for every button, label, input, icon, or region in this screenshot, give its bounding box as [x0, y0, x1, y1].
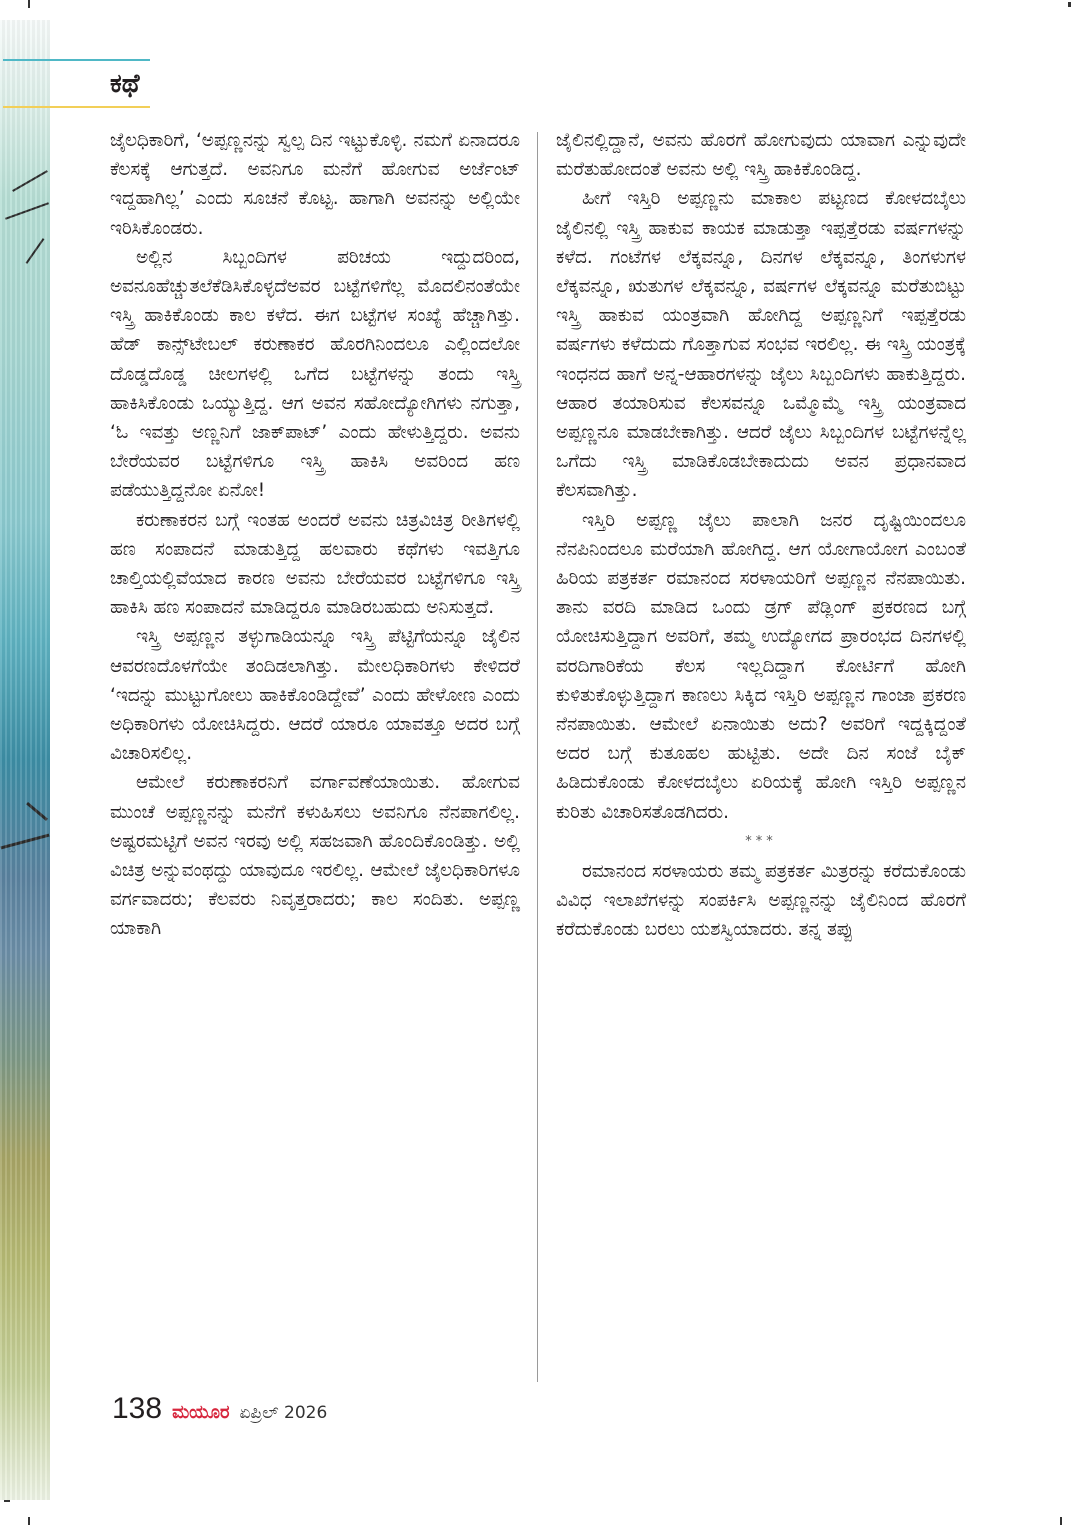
- decorative-branch: [5, 202, 49, 220]
- paragraph: ಇಸ್ತ್ರಿ ಅಪ್ಪಣ್ಣನ ತಳ್ಳುಗಾಡಿಯನ್ನೂ ಇಸ್ತ್ರಿ ಪೆಟ್ಟಿಗೆಯನ್ನೂ ಜೈಲಿನ ಆವರಣದೊಳಗೆಯೇ ತಂದಿಡಲಾಗಿತ್ತು. ಮೇಲಧಿಕಾರಿಗಳು ಕೇಳಿದರೆ ‘ಇದನ್ನು ಮುಟ್ಟುಗೋಲು ಹಾಕಿಕೊಂಡಿದ್ದೇವೆ’ ಎಂದು ಹೇಳೋಣ ಎಂದು ಅಧಿಕಾರಿಗಳು ಯೋಚಿಸಿದ್ದರು. ಆದರೆ ಯಾರೂ ಯಾವತ್ತೂ ಅದರ ಬಗ್ಗೆ ವಿಚಾರಿಸಲಿಲ್ಲ.: [110, 626, 520, 765]
- decorative-branch: [26, 238, 45, 264]
- crop-mark: [1068, 2, 1071, 7]
- right-column: [556, 126, 966, 944]
- header-bottom-rule: [3, 106, 150, 108]
- issue-date: ಏಪ್ರಿಲ್ 2026: [239, 1403, 328, 1423]
- paragraph: ಇಸ್ತಿರಿ ಅಪ್ಪಣ್ಣ ಜೈಲು ಪಾಲಾಗಿ ಜನರ ದೃಷ್ಟಿಯಿಂದಲೂ ನೆನಪಿನಿಂದಲೂ ಮರೆಯಾಗಿ ಹೋಗಿದ್ದ. ಆಗ ಯೋಗಾಯೋಗ ಎಂಬಂತೆ ಹಿರಿಯ ಪತ್ರಕರ್ತ ರಮಾನಂದ ಸರಳಾಯರಿಗೆ ಅಪ್ಪಣ್ಣನ ನೆನಪಾಯಿತು. ತಾನು ವರದಿ ಮಾಡಿದ ಒಂದು ಡ್ರಗ್ ಪೆಡ್ಲಿಂಗ್ ಪ್ರಕರಣದ ಬಗ್ಗೆ ಯೋಚಿಸುತ್ತಿದ್ದಾಗ ಅವರಿಗೆ, ತಮ್ಮ ಉದ್ಯೋಗದ ಪ್ರಾರಂಭದ ದಿನಗಳಲ್ಲಿ ವರದಿಗಾರಿಕೆಯ ಕೆಲಸ ಇಲ್ಲದಿದ್ದಾಗ ಕೋರ್ಟಿಗೆ ಹೋಗಿ ಕುಳಿತುಕೊಳ್ಳುತ್ತಿದ್ದಾಗ ಕಾಣಲು ಸಿಕ್ಕಿದ ಇಸ್ತಿರಿ ಅಪ್ಪಣ್ಣನ ಗಾಂಜಾ ಪ್ರಕರಣ ನೆನಪಾಯಿತು. ಆಮೇಲೆ ಏನಾಯಿತು ಅದು? ಅವರಿಗೆ ಇದ್ದಕ್ಕಿದ್ದಂತೆ ಅದರ ಬಗ್ಗೆ ಕುತೂಹಲ ಹುಟ್ಟಿತು. ಅದೇ ದಿನ ಸಂಜೆ ಬೈಕ್ ಹಿಡಿದುಕೊಂಡು ಕೋಳದಬೈಲು ಏರಿಯಕ್ಕೆ ಹೋಗಿ ಇಸ್ತಿರಿ ಅಪ್ಪಣ್ಣನ ಕುರಿತು ವಿಚಾರಿಸತೊಡಗಿದರು.: [556, 509, 966, 823]
- decorative-art-strip: [0, 20, 50, 1500]
- page-footer: [112, 1392, 327, 1432]
- paragraph: ಅಲ್ಲಿನ ಸಿಬ್ಬಂದಿಗಳ ಪರಿಚಯ ಇದ್ದುದರಿಂದ, ಅವನೂಹೆಚ್ಚುತಲೆಕೆಡಿಸಿಕೊಳ್ಳದೆಅವರ ಬಟ್ಟೆಗಳಿಗೆಲ್ಲ ಮೊದಲಿನಂತೆಯೇ ಇಸ್ತ್ರಿ ಹಾಕಿಕೊಂಡು ಕಾಲ ಕಳೆದ. ಈಗ ಬಟ್ಟೆಗಳ ಸಂಖ್ಯೆ ಹೆಚ್ಚಾಗಿತ್ತು. ಹೆಡ್ ಕಾನ್ಸ್‌ಟೇಬಲ್ ಕರುಣಾಕರ ಹೊರಗಿನಿಂದಲೂ ಎಲ್ಲಿಂದಲೋ ದೊಡ್ಡದೊಡ್ಡ ಚೀಲಗಳಲ್ಲಿ ಒಗೆದ ಬಟ್ಟೆಗಳನ್ನು ತಂದು ಇಸ್ತ್ರಿ ಹಾಕಿಸಿಕೊಂಡು ಒಯ್ಯುತ್ತಿದ್ದ. ಆಗ ಅವನ ಸಹೋದ್ಯೋಗಿಗಳು ನಗುತ್ತಾ, ‘ಓ ಇವತ್ತು ಅಣ್ಣನಿಗೆ ಜಾಕ್‌ಪಾಟ್’ ಎಂದು ಹೇಳುತ್ತಿದ್ದರು. ಅವನು ಬೇರೆಯವರ ಬಟ್ಟೆಗಳಿಗೂ ಇಸ್ತ್ರಿ ಹಾಕಿಸಿ ಅವರಿಂದ ಹಣ ಪಡೆಯುತ್ತಿದ್ದನೋ ಏನೋ!: [110, 246, 520, 502]
- decorative-branch: [0, 834, 49, 850]
- magazine-logo: ಮಯೂರ: [172, 1402, 230, 1423]
- paragraph: ಕರುಣಾಕರನ ಬಗ್ಗೆ ಇಂತಹ ಅಂದರೆ ಅವನು ಚಿತ್ರವಿಚಿತ್ರ ರೀತಿಗಳಲ್ಲಿ ಹಣ ಸಂಪಾದನೆ ಮಾಡುತ್ತಿದ್ದ ಹಲವಾರು ಕಥೆಗಳು ಇವತ್ತಿಗೂ ಚಾಲ್ತಿಯಲ್ಲಿವೆಯಾದ ಕಾರಣ ಅವನು ಬೇರೆಯವರ ಬಟ್ಟೆಗಳಿಗೂ ಇಸ್ತ್ರಿ ಹಾಕಿಸಿ ಹಣ ಸಂಪಾದನೆ ಮಾಡಿದ್ದರೂ ಮಾಡಿರಬಹುದು ಅನಿಸುತ್ತದೆ.: [110, 509, 520, 619]
- paragraph: ಆಮೇಲೆ ಕರುಣಾಕರನಿಗೆ ವರ್ಗಾವಣೆಯಾಯಿತು. ಹೋಗುವ ಮುಂಚೆ ಅಪ್ಪಣ್ಣನನ್ನು ಮನೆಗೆ ಕಳುಹಿಸಲು ಅವನಿಗೂ ನೆನಪಾಗಲಿಲ್ಲ. ಅಷ್ಟರಮಟ್ಟಿಗೆ ಅವನ ಇರವು ಅಲ್ಲಿ ಸಹಜವಾಗಿ ಹೊಂದಿಕೊಂಡಿತ್ತು. ಅಲ್ಲಿ ವಿಚಿತ್ರ ಅನ್ನುವಂಥದ್ದು ಯಾವುದೂ ಇರಲಿಲ್ಲ. ಆಮೇಲೆ ಜೈಲಧಿಕಾರಿಗಳೂ ವರ್ಗವಾದರು; ಕೆಲವರು ನಿವೃತ್ತರಾದರು; ಕಾಲ ಸಂದಿತು. ಅಪ್ಪಣ್ಣ ಯಾಕಾಗಿ: [110, 772, 520, 940]
- left-column: [110, 126, 520, 944]
- decorative-branch: [26, 802, 48, 821]
- section-separator: ***: [745, 833, 777, 849]
- header-top-rule: [3, 59, 150, 61]
- crop-mark: [28, 0, 30, 8]
- page-number: 138: [112, 1392, 163, 1425]
- decorative-branch: [12, 170, 48, 192]
- paragraph: ಜೈಲಿನಲ್ಲಿದ್ದಾನೆ, ಅವನು ಹೊರಗೆ ಹೋಗುವುದು ಯಾವಾಗ ಎನ್ನುವುದೇ ಮರೆತುಹೋದಂತೆ ಅವನು ಅಲ್ಲಿ ಇಸ್ತ್ರಿ ಹಾಕಿಕೊಂಡಿದ್ದ.: [556, 130, 966, 181]
- crop-mark: [1060, 1517, 1062, 1525]
- column-divider: [537, 132, 538, 1382]
- paragraph: ಹೀಗೆ ಇಸ್ತಿರಿ ಅಪ್ಪಣ್ಣನು ಮಾಕಾಲ ಪಟ್ಟಣದ ಕೋಳದಬೈಲು ಜೈಲಿನಲ್ಲಿ ಇಸ್ತ್ರಿ ಹಾಕುವ ಕಾಯಕ ಮಾಡುತ್ತಾ ಇಪ್ಪತ್ತೆರಡು ವರ್ಷಗಳನ್ನು ಕಳೆದ. ಗಂಟೆಗಳ ಲೆಕ್ಕವನ್ನೂ, ದಿನಗಳ ಲೆಕ್ಕವನ್ನೂ, ತಿಂಗಳುಗಳ ಲೆಕ್ಕವನ್ನೂ, ಋತುಗಳ ಲೆಕ್ಕವನ್ನೂ, ವರ್ಷಗಳ ಲೆಕ್ಕವನ್ನೂ ಮರೆತುಬಿಟ್ಟು ಇಸ್ತ್ರಿ ಹಾಕುವ ಯಂತ್ರವಾಗಿ ಹೋಗಿದ್ದ ಅಪ್ಪಣ್ಣನಿಗೆ ಇಪ್ಪತ್ತೆರಡು ವರ್ಷಗಳು ಕಳೆದುದು ಗೊತ್ತಾಗುವ ಸಂಭವ ಇರಲಿಲ್ಲ. ಈ ಇಸ್ತ್ರಿ ಯಂತ್ರಕ್ಕೆ ಇಂಧನದ ಹಾಗೆ ಅನ್ನ-ಆಹಾರಗಳನ್ನು ಜೈಲು ಸಿಬ್ಬಂದಿಗಳು ಹಾಕುತ್ತಿದ್ದರು. ಆಹಾರ ತಯಾರಿಸುವ ಕೆಲಸವನ್ನೂ ಒಮ್ಮೊಮ್ಮೆ ಇಸ್ತ್ರಿ ಯಂತ್ರವಾದ ಅಪ್ಪಣ್ಣನೂ ಮಾಡಬೇಕಾಗಿತ್ತು. ಆದರೆ ಜೈಲು ಸಿಬ್ಬಂದಿಗಳ ಬಟ್ಟೆಗಳನ್ನೆಲ್ಲ ಒಗೆದು ಇಸ್ತ್ರಿ ಮಾಡಿಕೊಡಬೇಕಾದುದು ಅವನ ಪ್ರಧಾನವಾದ ಕೆಲಸವಾಗಿತ್ತು.: [556, 188, 966, 502]
- paragraph: ಜೈಲಧಿಕಾರಿಗೆ, ‘ಅಪ್ಪಣ್ಣನನ್ನು ಸ್ವಲ್ಪ ದಿನ ಇಟ್ಟುಕೊಳ್ಳಿ. ನಮಗೆ ಏನಾದರೂ ಕೆಲಸಕ್ಕೆ ಆಗುತ್ತದೆ. ಅವನಿಗೂ ಮನೆಗೆ ಹೋಗುವ ಅರ್ಜೆಂಟ್ ಇದ್ದಹಾಗಿಲ್ಲ’ ಎಂದು ಸೂಚನೆ ಕೊಟ್ಟ. ಹಾಗಾಗಿ ಅವನನ್ನು ಅಲ್ಲಿಯೇ ಇರಿಸಿಕೊಂಡರು.: [110, 130, 520, 239]
- paragraph: ರಮಾನಂದ ಸರಳಾಯರು ತಮ್ಮ ಪತ್ರಕರ್ತ ಮಿತ್ರರನ್ನು ಕರೆದುಕೊಂಡು ವಿವಿಧ ಇಲಾಖೆಗಳನ್ನು ಸಂಪರ್ಕಿಸಿ ಅಪ್ಪಣ್ಣನನ್ನು ಜೈಲಿನಿಂದ ಹೊರಗೆ ಕರೆದುಕೊಂಡು ಬರಲು ಯಶಸ್ವಿಯಾದರು. ತನ್ನ ತಪ್ಪು: [556, 860, 966, 941]
- crop-mark: [28, 1517, 30, 1525]
- crop-mark: [4, 1500, 10, 1502]
- section-title: ಕಥೆ: [110, 69, 140, 99]
